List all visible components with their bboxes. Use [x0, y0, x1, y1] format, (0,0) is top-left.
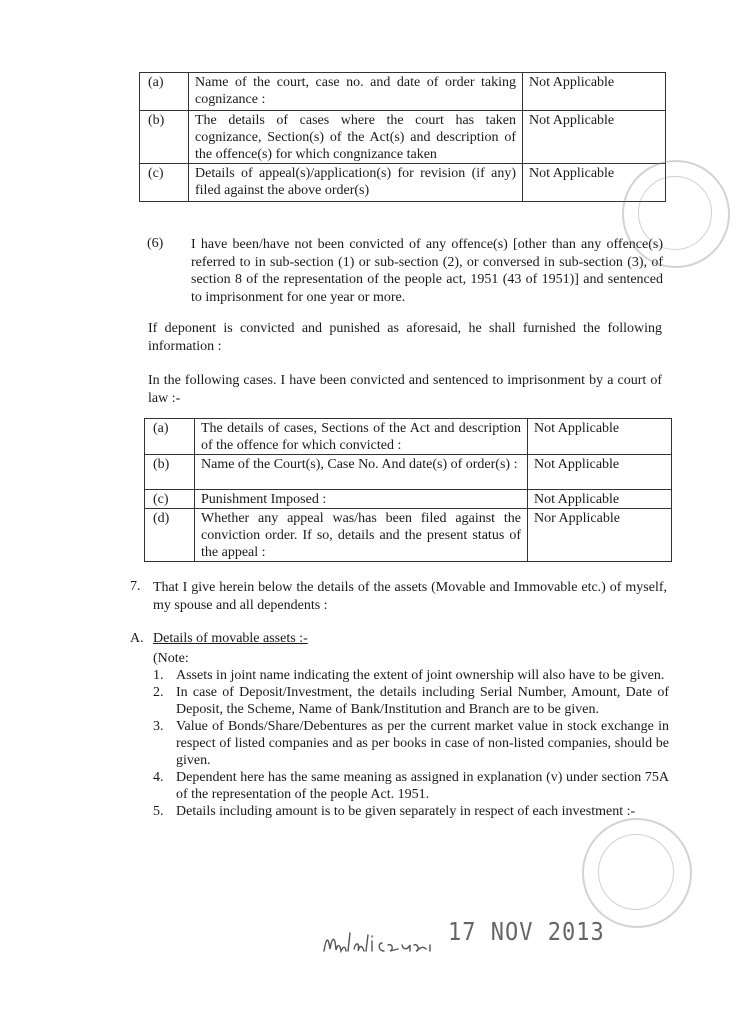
- list-item: [153, 803, 669, 820]
- row-label: (a): [140, 73, 189, 111]
- note-text: In case of Deposit/Investment, the details including Serial Number, Amount, Date of Deposit, the Scheme, Name of Bank/Institution and Branch are to be given.: [176, 685, 669, 717]
- row-label: (d): [145, 509, 195, 562]
- row-description: Name of the court, case no. and date of order taking cognizance :: [189, 73, 523, 111]
- table-row: [140, 73, 666, 111]
- paragraph-7: That I give herein below the details of the assets (Movable and Immovable etc.) of myself, my spouse and all dependents :: [153, 580, 667, 613]
- conviction-table: [144, 418, 672, 562]
- list-item: [153, 667, 669, 684]
- official-seal-bottom: [582, 818, 692, 928]
- note-number: 5.: [153, 804, 164, 819]
- row-value: Not Applicable: [528, 455, 672, 490]
- date-stamp: 17 NOV 2013: [448, 918, 605, 947]
- note-text: Details including amount is to be given separately in respect of each investment :-: [176, 804, 636, 819]
- row-description: Name of the Court(s), Case No. And date(s) of order(s) :: [195, 455, 528, 490]
- row-value: Not Applicable: [528, 490, 672, 509]
- note-text: Value of Bonds/Share/Debentures as per the current market value in stock exchange in respect of listed companies and as per books in case of non-listed companies, should be given.: [176, 719, 669, 768]
- list-item: [153, 684, 669, 718]
- paragraph-following-cases: In the following cases. I have been convicted and sentenced to imprisonment by a court of law :-: [148, 373, 662, 406]
- list-item: [153, 718, 669, 769]
- official-seal-top: [622, 160, 730, 268]
- row-value: Nor Applicable: [528, 509, 672, 562]
- cognizance-table: [139, 72, 666, 202]
- row-description: The details of cases, Sections of the Act and description of the offence for which convicted :: [195, 419, 528, 455]
- row-description: Details of appeal(s)/application(s) for revision (if any) filed against the above order(s): [189, 164, 523, 202]
- row-description: Punishment Imposed :: [195, 490, 528, 509]
- row-label: (c): [145, 490, 195, 509]
- table-row: [145, 490, 672, 509]
- row-label: (b): [145, 455, 195, 490]
- row-label: (a): [145, 419, 195, 455]
- row-value: Not Applicable: [523, 164, 666, 202]
- table-row: [145, 455, 672, 490]
- note-number: 3.: [153, 719, 164, 734]
- section-letter: A.: [130, 631, 144, 646]
- row-value: Not Applicable: [528, 419, 672, 455]
- paragraph-6: I have been/have not been convicted of any offence(s) [other than any offence(s) referred to in sub-section (1) or sub-section (2), or conversed in sub-section (3), of section 8 of the representation of the people act, 1951 (43 of 1951)] and sentenced to imprisonment for one year or more.: [191, 237, 663, 305]
- paragraph-convicted: If deponent is convicted and punished as aforesaid, he shall furnished the following information :: [148, 321, 662, 354]
- seal-inner-ring: [638, 176, 712, 250]
- table-row: [145, 419, 672, 455]
- notes-list: [153, 650, 669, 820]
- note-open: (Note:: [153, 651, 189, 666]
- table-row: [140, 164, 666, 202]
- list-item: [153, 769, 669, 803]
- seal-inner-ring: [598, 834, 674, 910]
- row-value: Not Applicable: [523, 111, 666, 164]
- note-text: Assets in joint name indicating the extent of joint ownership will also have to be given.: [176, 668, 665, 683]
- note-number: 4.: [153, 770, 164, 785]
- paragraph-number: 7.: [130, 579, 141, 594]
- section-heading: Details of movable assets :-: [153, 631, 308, 646]
- note-text: Dependent here has the same meaning as assigned in explanation (v) under section 75A of the representation of the people Act. 1951.: [176, 770, 669, 802]
- row-description: The details of cases where the court has taken cognizance, Section(s) of the Act(s) and description of the offence(s) for which congnizance taken: [189, 111, 523, 164]
- row-value: Not Applicable: [523, 73, 666, 111]
- handwritten-signature: [322, 925, 442, 959]
- row-label: (b): [140, 111, 189, 164]
- note-number: 1.: [153, 668, 164, 683]
- paragraph-number: (6): [147, 236, 164, 251]
- table-row: [140, 111, 666, 164]
- table-row: [145, 509, 672, 562]
- row-description: Whether any appeal was/has been filed against the conviction order. If so, details and the present status of the appeal :: [195, 509, 528, 562]
- row-label: (c): [140, 164, 189, 202]
- note-number: 2.: [153, 685, 164, 700]
